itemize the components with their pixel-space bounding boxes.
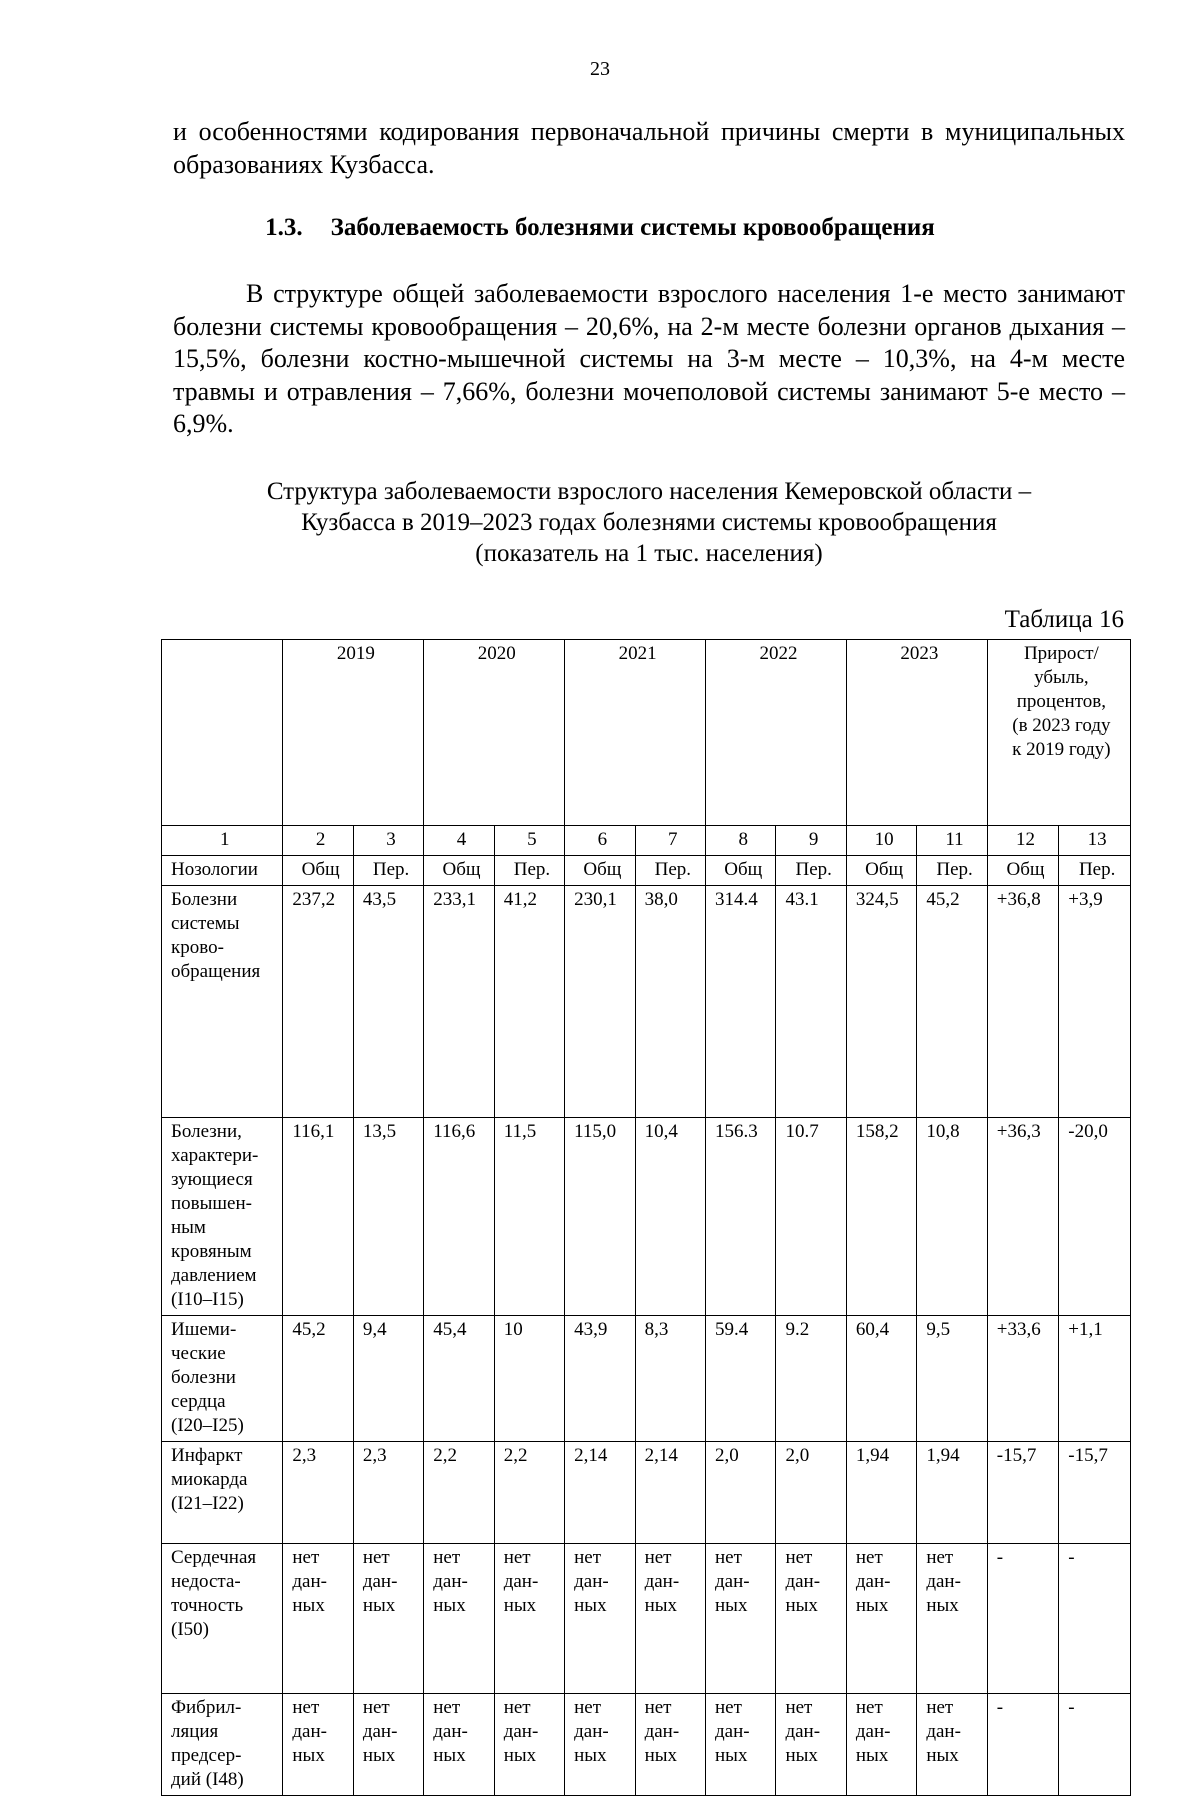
- nosology-line: обращения: [171, 961, 261, 982]
- value-cell: [635, 1544, 705, 1694]
- column-type-cell: Пер.: [494, 856, 564, 886]
- value-line: нет: [926, 1547, 954, 1568]
- column-type-cell: Общ: [987, 856, 1059, 886]
- nosology-line: предсер-: [171, 1745, 242, 1766]
- value-cell: 156.3: [706, 1118, 776, 1316]
- year-header-cell: 2023: [846, 640, 987, 826]
- nosology-line: Сердечная: [171, 1547, 257, 1568]
- value-cell: 9.2: [776, 1316, 846, 1442]
- value-line: ных: [292, 1595, 325, 1616]
- value-cell: [776, 1694, 846, 1796]
- value-cell: 45,4: [424, 1316, 494, 1442]
- column-number-cell: 11: [917, 826, 987, 856]
- nosology-line: характери-: [171, 1145, 259, 1166]
- value-cell: 116,6: [424, 1118, 494, 1316]
- value-cell: 2,0: [776, 1442, 846, 1544]
- column-number-cell: 13: [1059, 826, 1131, 856]
- value-cell: 2,14: [635, 1442, 705, 1544]
- value-line: нет: [715, 1547, 742, 1568]
- nosology-line: (I20–I25): [171, 1415, 244, 1436]
- value-cell: [706, 1694, 776, 1796]
- column-number-cell: 5: [494, 826, 564, 856]
- value-line: ных: [433, 1595, 466, 1616]
- value-cell: 1,94: [917, 1442, 987, 1544]
- nosology-cell: [162, 1316, 283, 1442]
- column-type-cell: Пер.: [1059, 856, 1131, 886]
- value-cell: 230,1: [565, 886, 635, 1118]
- nosology-line: Фибрил-: [171, 1697, 242, 1718]
- value-cell: 43,9: [565, 1316, 635, 1442]
- value-cell: 2,3: [353, 1442, 423, 1544]
- value-cell: 2,2: [424, 1442, 494, 1544]
- value-cell: 158,2: [846, 1118, 916, 1316]
- nosology-cell: [162, 1544, 283, 1694]
- value-line: нет: [503, 1697, 531, 1718]
- column-number-cell: 1: [162, 826, 283, 856]
- column-number-cell: 8: [706, 826, 776, 856]
- growth-header-cell: [987, 640, 1130, 826]
- value-cell: -15,7: [987, 1442, 1059, 1544]
- value-cell: 45,2: [283, 1316, 353, 1442]
- column-type-cell: Пер.: [353, 856, 423, 886]
- value-cell: 45,2: [917, 886, 987, 1118]
- value-cell: [706, 1544, 776, 1694]
- value-line: ных: [503, 1745, 537, 1766]
- value-line: дан-: [855, 1721, 891, 1742]
- column-number-cell: 3: [353, 826, 423, 856]
- value-cell: +33,6: [987, 1316, 1059, 1442]
- value-cell: -20,0: [1059, 1118, 1131, 1316]
- value-line: нет: [292, 1697, 320, 1718]
- value-line: нет: [433, 1547, 461, 1568]
- value-cell: -: [1059, 1694, 1131, 1796]
- year-header-cell: 2022: [706, 640, 847, 826]
- value-line: нет: [855, 1697, 883, 1718]
- value-line: ных: [503, 1595, 537, 1616]
- value-cell: 233,1: [424, 886, 494, 1118]
- value-cell: 10.7: [776, 1118, 846, 1316]
- value-cell: 8,3: [635, 1316, 705, 1442]
- value-cell: +36,8: [987, 886, 1059, 1118]
- column-type-cell: Пер.: [917, 856, 987, 886]
- table-row: [162, 1316, 1131, 1442]
- growth-header-line: (в 2023 году: [1012, 715, 1111, 736]
- morbidity-table: [161, 639, 1131, 1796]
- nosology-line: ческие: [171, 1343, 226, 1364]
- value-cell: 116,1: [283, 1118, 353, 1316]
- table-row: [162, 1544, 1131, 1694]
- value-cell: [494, 1694, 564, 1796]
- value-line: ных: [574, 1595, 607, 1616]
- value-line: ных: [926, 1595, 959, 1616]
- table-caption: [173, 476, 1125, 569]
- nosology-line: Болезни: [171, 889, 238, 910]
- value-cell: 2,2: [494, 1442, 564, 1544]
- value-cell: -: [987, 1694, 1059, 1796]
- column-number-cell: 12: [987, 826, 1059, 856]
- value-line: ных: [433, 1745, 466, 1766]
- value-cell: [494, 1544, 564, 1694]
- value-cell: 10: [494, 1316, 564, 1442]
- value-cell: 10,4: [635, 1118, 705, 1316]
- section-title: Заболеваемость болезнями системы кровообращения: [330, 214, 935, 241]
- value-cell: 9,4: [353, 1316, 423, 1442]
- value-cell: 59.4: [706, 1316, 776, 1442]
- page-number: 23: [590, 58, 610, 80]
- nosology-line: болезни: [171, 1367, 236, 1388]
- nosology-cell: [162, 886, 283, 1118]
- value-cell: [424, 1544, 494, 1694]
- column-type-cell: Общ: [283, 856, 353, 886]
- nosology-line: крово-: [171, 937, 224, 958]
- value-cell: 11,5: [494, 1118, 564, 1316]
- value-cell: [353, 1544, 423, 1694]
- nosology-line: Болезни,: [171, 1121, 242, 1142]
- caption-line: Кузбасса в 2019–2023 годах болезнями системы кровообращения: [301, 509, 997, 536]
- nosology-line: (I50): [171, 1619, 209, 1640]
- table-row: [162, 886, 1131, 1118]
- nosology-line: Ишеми-: [171, 1319, 237, 1340]
- nosology-cell: [162, 1442, 283, 1544]
- value-cell: -: [987, 1544, 1059, 1694]
- value-line: ных: [292, 1745, 325, 1766]
- nosology-line: повышен-: [171, 1193, 252, 1214]
- value-cell: [917, 1694, 987, 1796]
- value-line: ных: [855, 1745, 889, 1766]
- value-line: дан-: [362, 1721, 398, 1742]
- value-cell: 41,2: [494, 886, 564, 1118]
- value-cell: 13,5: [353, 1118, 423, 1316]
- value-line: нет: [644, 1547, 672, 1568]
- value-line: дан-: [574, 1571, 609, 1592]
- nosology-line: точность: [171, 1595, 244, 1616]
- year-header-cell: 2019: [283, 640, 424, 826]
- value-line: дан-: [574, 1721, 609, 1742]
- column-type-cell: Общ: [565, 856, 635, 886]
- value-line: дан-: [362, 1571, 398, 1592]
- value-line: дан-: [715, 1721, 750, 1742]
- value-cell: +36,3: [987, 1118, 1059, 1316]
- column-number-cell: 6: [565, 826, 635, 856]
- value-cell: 60,4: [846, 1316, 916, 1442]
- header-corner-cell: [162, 640, 283, 826]
- column-number-cell: 2: [283, 826, 353, 856]
- section-heading: [0, 214, 1200, 242]
- intro-paragraph: В структуре общей заболеваемости взрослого населения 1-е место занимают болезни системы кровообращения – 20,6%, на 2-м месте болезни органов дыхания – 15,5%, болезни костно-мышечной системы на 3-м месте – 10,3%, на 4-м месте травмы и отравления – 7,66%, болезни мочеполовой системы занимают 5-е место – 6,9%.: [173, 279, 1125, 438]
- value-line: ных: [785, 1595, 818, 1616]
- table-row: [162, 1118, 1131, 1316]
- caption-line: (показатель на 1 тыс. населения): [475, 540, 823, 567]
- nosology-line: Инфаркт: [171, 1445, 243, 1466]
- value-cell: [846, 1544, 916, 1694]
- value-line: ных: [644, 1595, 678, 1616]
- nosology-line: системы: [171, 913, 240, 934]
- value-line: дан-: [715, 1571, 750, 1592]
- value-cell: [353, 1694, 423, 1796]
- nosology-header-cell: Нозологии: [162, 856, 283, 886]
- value-line: ных: [926, 1745, 959, 1766]
- value-line: дан-: [644, 1571, 680, 1592]
- value-line: нет: [574, 1697, 602, 1718]
- column-type-cell: Общ: [846, 856, 916, 886]
- value-line: дан-: [785, 1571, 821, 1592]
- value-line: дан-: [433, 1721, 468, 1742]
- value-cell: 237,2: [283, 886, 353, 1118]
- column-number-cell: 7: [635, 826, 705, 856]
- value-cell: [283, 1694, 353, 1796]
- value-line: дан-: [503, 1571, 539, 1592]
- value-line: дан-: [785, 1721, 821, 1742]
- value-line: дан-: [292, 1721, 327, 1742]
- value-line: нет: [362, 1547, 390, 1568]
- column-number-cell: 10: [846, 826, 916, 856]
- growth-header-line: убыль,: [1034, 667, 1089, 688]
- nosology-line: ным: [171, 1217, 206, 1238]
- value-cell: 1,94: [846, 1442, 916, 1544]
- value-cell: 314.4: [706, 886, 776, 1118]
- nosology-line: недоста-: [171, 1571, 241, 1592]
- value-line: нет: [715, 1697, 742, 1718]
- value-line: нет: [433, 1697, 461, 1718]
- nosology-line: дий (I48): [171, 1769, 244, 1790]
- value-line: дан-: [433, 1571, 468, 1592]
- column-type-cell: Пер.: [776, 856, 846, 886]
- nosology-line: зующиеся: [171, 1169, 253, 1190]
- value-line: дан-: [503, 1721, 539, 1742]
- value-line: нет: [362, 1697, 390, 1718]
- nosology-cell: [162, 1694, 283, 1796]
- value-cell: [846, 1694, 916, 1796]
- value-cell: -15,7: [1059, 1442, 1131, 1544]
- value-cell: [776, 1544, 846, 1694]
- value-cell: [565, 1544, 635, 1694]
- value-cell: 9,5: [917, 1316, 987, 1442]
- value-cell: [917, 1544, 987, 1694]
- value-line: дан-: [644, 1721, 680, 1742]
- value-cell: 324,5: [846, 886, 916, 1118]
- value-line: ных: [362, 1595, 396, 1616]
- value-cell: -: [1059, 1544, 1131, 1694]
- value-cell: +1,1: [1059, 1316, 1131, 1442]
- nosology-line: кровяным: [171, 1241, 252, 1262]
- value-cell: [283, 1544, 353, 1694]
- value-line: ных: [715, 1595, 748, 1616]
- value-line: нет: [503, 1547, 531, 1568]
- value-line: нет: [644, 1697, 672, 1718]
- nosology-line: миокарда: [171, 1469, 248, 1490]
- column-number-cell: 4: [424, 826, 494, 856]
- value-line: ных: [785, 1745, 818, 1766]
- value-line: дан-: [926, 1571, 961, 1592]
- value-line: нет: [292, 1547, 320, 1568]
- continuation-paragraph: и особенностями кодирования первоначальной причины смерти в муниципальных образованиях Кузбасса.: [173, 117, 1125, 179]
- nosology-line: сердца: [171, 1391, 226, 1412]
- value-line: ных: [644, 1745, 678, 1766]
- column-type-cell: Пер.: [635, 856, 705, 886]
- value-cell: 43.1: [776, 886, 846, 1118]
- value-cell: 115,0: [565, 1118, 635, 1316]
- value-cell: 38,0: [635, 886, 705, 1118]
- column-number-row: [162, 826, 1131, 856]
- value-line: нет: [785, 1697, 813, 1718]
- table-row: [162, 1442, 1131, 1544]
- value-line: ных: [574, 1745, 607, 1766]
- nosology-line: ляция: [171, 1721, 219, 1742]
- value-line: нет: [574, 1547, 602, 1568]
- section-number: 1.3.: [265, 214, 303, 241]
- nosology-line: (I10–I15): [171, 1289, 244, 1310]
- growth-header-line: Прирост/: [1023, 643, 1099, 664]
- value-cell: +3,9: [1059, 886, 1131, 1118]
- value-line: ных: [362, 1745, 396, 1766]
- value-cell: 10,8: [917, 1118, 987, 1316]
- value-cell: 43,5: [353, 886, 423, 1118]
- value-line: нет: [785, 1547, 813, 1568]
- value-line: нет: [855, 1547, 883, 1568]
- growth-header-line: к 2019 году): [1012, 739, 1111, 760]
- value-cell: [635, 1694, 705, 1796]
- table-label: Таблица 16: [1004, 606, 1124, 633]
- column-type-cell: Общ: [706, 856, 776, 886]
- value-cell: 2,3: [283, 1442, 353, 1544]
- column-number-cell: 9: [776, 826, 846, 856]
- value-cell: 2,0: [706, 1442, 776, 1544]
- value-line: дан-: [926, 1721, 961, 1742]
- caption-line: Структура заболеваемости взрослого населения Кемеровской области –: [266, 478, 1032, 505]
- year-header-cell: 2020: [424, 640, 565, 826]
- growth-header-line: процентов,: [1016, 691, 1106, 712]
- value-line: ных: [855, 1595, 889, 1616]
- value-cell: [565, 1694, 635, 1796]
- value-line: дан-: [292, 1571, 327, 1592]
- value-line: ных: [715, 1745, 748, 1766]
- nosology-cell: [162, 1118, 283, 1316]
- column-type-cell: Общ: [424, 856, 494, 886]
- value-line: дан-: [855, 1571, 891, 1592]
- table-row: [162, 1694, 1131, 1796]
- value-line: нет: [926, 1697, 954, 1718]
- nosology-line: (I21–I22): [171, 1493, 244, 1514]
- year-header-row: [162, 640, 1131, 826]
- value-cell: 2,14: [565, 1442, 635, 1544]
- value-cell: [424, 1694, 494, 1796]
- year-header-cell: 2021: [565, 640, 706, 826]
- column-type-row: [162, 856, 1131, 886]
- nosology-line: давлением: [171, 1265, 257, 1286]
